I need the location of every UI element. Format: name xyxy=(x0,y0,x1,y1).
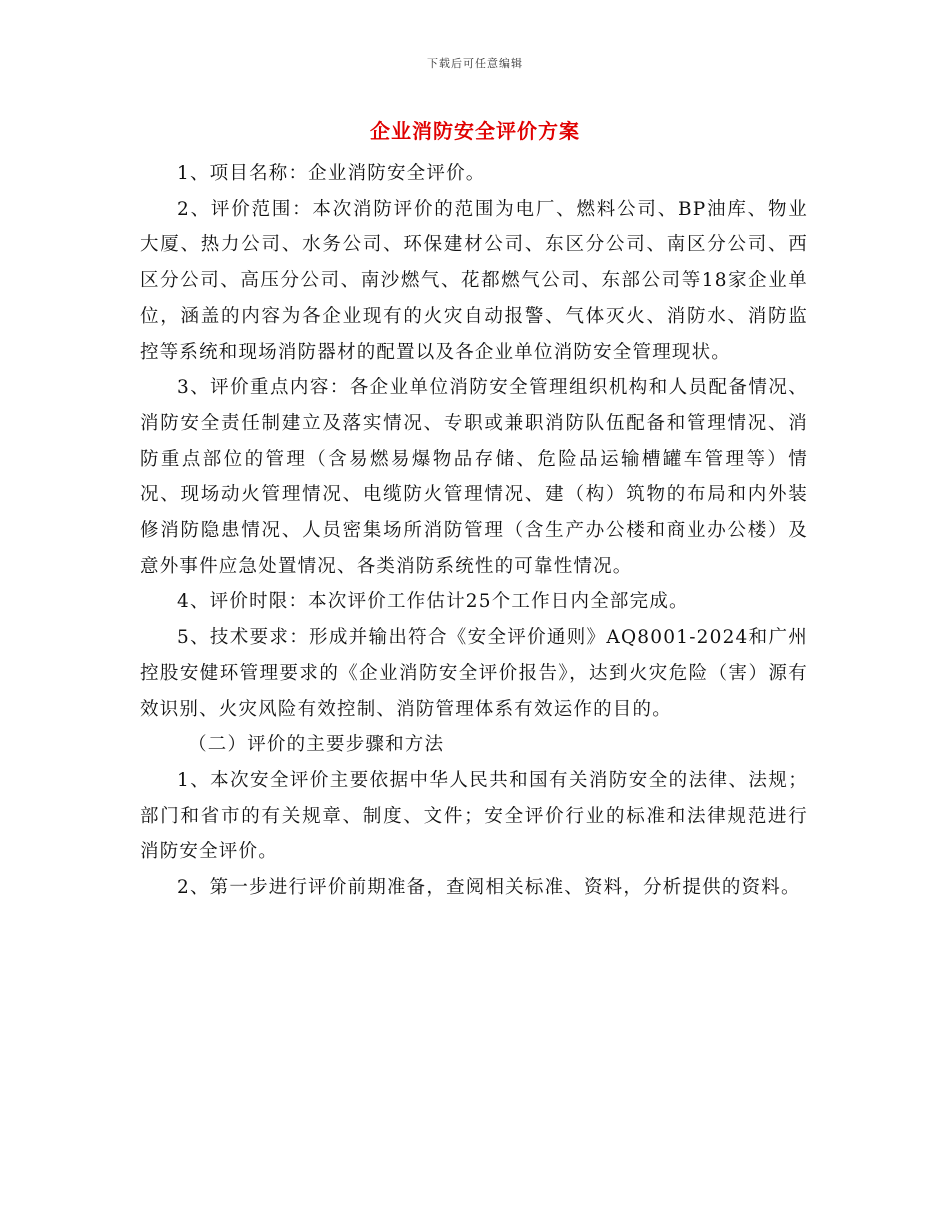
paragraph-scope: 2、评价范围：本次消防评价的范围为电厂、燃料公司、BP油库、物业大厦、热力公司、水务公司、环保建材公司、东区分公司、南区分公司、西区分公司、高压分公司、南沙燃气、花都燃气公司、东部公司等18家企业单位，涵盖的内容为各企业现有的火灾自动报警、气体灭火、消防水、消防监控等系统和现场消防器材的配置以及各企业单位消防安全管理现状。 xyxy=(140,198,808,363)
paragraph-step-one: 2、第一步进行评价前期准备，查阅相关标准、资料，分析提供的资料。 xyxy=(177,877,801,899)
document-body xyxy=(140,156,808,906)
document-title: 企业消防安全评价方案 xyxy=(370,119,580,143)
paragraph-technical-requirements: 5、技术要求：形成并输出符合《安全评价通则》AQ8001-2024和广州控股安健环管理要求的《企业消防安全评价报告》，达到火灾危险（害）源有效识别、火灾风险有效控制、消防管理体系有效运作的目的。 xyxy=(140,627,808,720)
section-heading-steps-methods: （二）评价的主要步骤和方法 xyxy=(188,734,445,756)
header-note: 下载后可任意编辑 xyxy=(427,57,523,70)
paragraph-project-name: 1、项目名称：企业消防安全评价。 xyxy=(177,163,486,184)
paragraph-basis: 1、本次安全评价主要依据中华人民共和国有关消防安全的法律、法规；部门和省市的有关规章、制度、文件；安全评价行业的标准和法律规范进行消防安全评价。 xyxy=(140,769,808,863)
paragraph-time-limit: 4、评价时限：本次评价工作估计25个工作日内全部完成。 xyxy=(177,591,689,613)
paragraph-key-content: 3、评价重点内容：各企业单位消防安全管理组织机构和人员配备情况、消防安全责任制建立及落实情况、专职或兼职消防队伍配备和管理情况、消防重点部位的管理（含易燃易爆物品存储、危险品运输槽罐车管理等）情况、现场动火管理情况、电缆防火管理情况、建（构）筑物的布局和内外装修消防隐患情况、人员密集场所消防管理（含生产办公楼和商业办公楼）及意外事件应急处置情况、各类消防系统性的可靠性情况。 xyxy=(140,377,808,577)
